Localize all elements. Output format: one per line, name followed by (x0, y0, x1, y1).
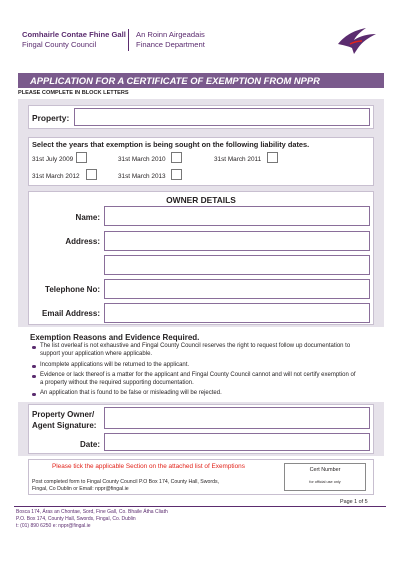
owner-details-heading: OWNER DETAILS (166, 195, 236, 205)
signature-input[interactable] (104, 407, 370, 429)
post-instruction-line-1: Post completed form to Fingal County Council P.O Box 174, County Hall, Swords, (32, 479, 220, 485)
years-heading: Select the years that exemption is being sought on the following liability dates. (32, 140, 310, 149)
year-label-2013: 31st March 2013 (118, 173, 166, 180)
name-input[interactable] (104, 206, 370, 226)
dept-name-english: Finance Department (136, 40, 205, 49)
post-instruction-line-2: Fingal, Co Dublin or Email: nppr@fingal.ie (32, 486, 129, 492)
year-checkbox-2011[interactable] (267, 152, 278, 163)
tick-notice: Please tick the applicable Section on the attached list of Exemptions (52, 463, 245, 470)
property-label: Property: (32, 113, 70, 123)
exemption-bullet-4: An application that is found to be false or misleading will be rejected. (40, 390, 358, 398)
year-label-2010: 31st March 2010 (118, 156, 166, 163)
address-input-line-1[interactable] (104, 231, 370, 251)
owner-signature-label-line-2: Agent Signature: (32, 421, 97, 430)
page-number: Page 1 of 5 (340, 499, 368, 505)
exemption-heading: Exemption Reasons and Evidence Required. (30, 333, 200, 342)
year-label-2009: 31st July 2009 (32, 156, 74, 163)
form-title: APPLICATION FOR A CERTIFICATE OF EXEMPTION FROM NPPR (30, 75, 320, 86)
property-input[interactable] (74, 108, 370, 126)
official-use-note: for official use only (309, 480, 341, 484)
year-checkbox-2012[interactable] (86, 169, 97, 180)
email-input[interactable] (104, 303, 370, 323)
telephone-input[interactable] (104, 279, 370, 299)
footer-address-irish: Bosca 174, Áras an Chontae, Sord, Fine Gall, Co. Bhaile Átha Cliath (16, 509, 168, 515)
footer-rule (14, 506, 386, 507)
date-input[interactable] (104, 433, 370, 451)
address-input-line-2[interactable] (104, 255, 370, 275)
exemption-bullet-1: The list overleaf is not exhaustive and Fingal County Council reserves the right to request follow up documentation to support your application where applicable. (40, 343, 358, 358)
org-name-english: Fingal County Council (22, 40, 97, 49)
cert-number-label: Cert Number (309, 467, 341, 473)
footer-address-english: P.O. Box 174, County Hall, Swords, Fingal, Co. Dublin (16, 516, 136, 522)
name-label: Name: (75, 213, 100, 222)
header-divider (128, 29, 129, 51)
email-label: Email Address: (42, 309, 100, 318)
date-label: Date: (79, 440, 100, 449)
fingal-bird-logo (336, 24, 378, 56)
year-checkbox-2009[interactable] (76, 152, 87, 163)
block-letters-instruction: PLEASE COMPLETE IN BLOCK LETTERS (18, 90, 129, 96)
year-label-2011: 31st March 2011 (214, 156, 262, 163)
year-label-2012: 31st March 2012 (32, 173, 80, 180)
telephone-label: Telephone No: (45, 285, 100, 294)
year-checkbox-2013[interactable] (171, 169, 182, 180)
year-checkbox-2010[interactable] (171, 152, 182, 163)
dept-name-irish: An Roinn Airgeadais (136, 30, 205, 39)
exemption-bullet-3: Evidence or lack thereof is a matter for the applicant and Fingal County Council cannot and will not certify exemption of a property without the required supporting documentation. (40, 372, 358, 387)
org-name-irish: Comhairle Contae Fhine Gall (22, 30, 126, 39)
owner-signature-label-line-1: Property Owner/ (32, 410, 95, 419)
exemption-bullet-2: Incomplete applications will be returned to the applicant. (40, 362, 358, 370)
address-label: Address: (65, 237, 100, 246)
footer-contact: t: (01) 890 6250 e: nppr@fingal.ie (16, 523, 91, 529)
